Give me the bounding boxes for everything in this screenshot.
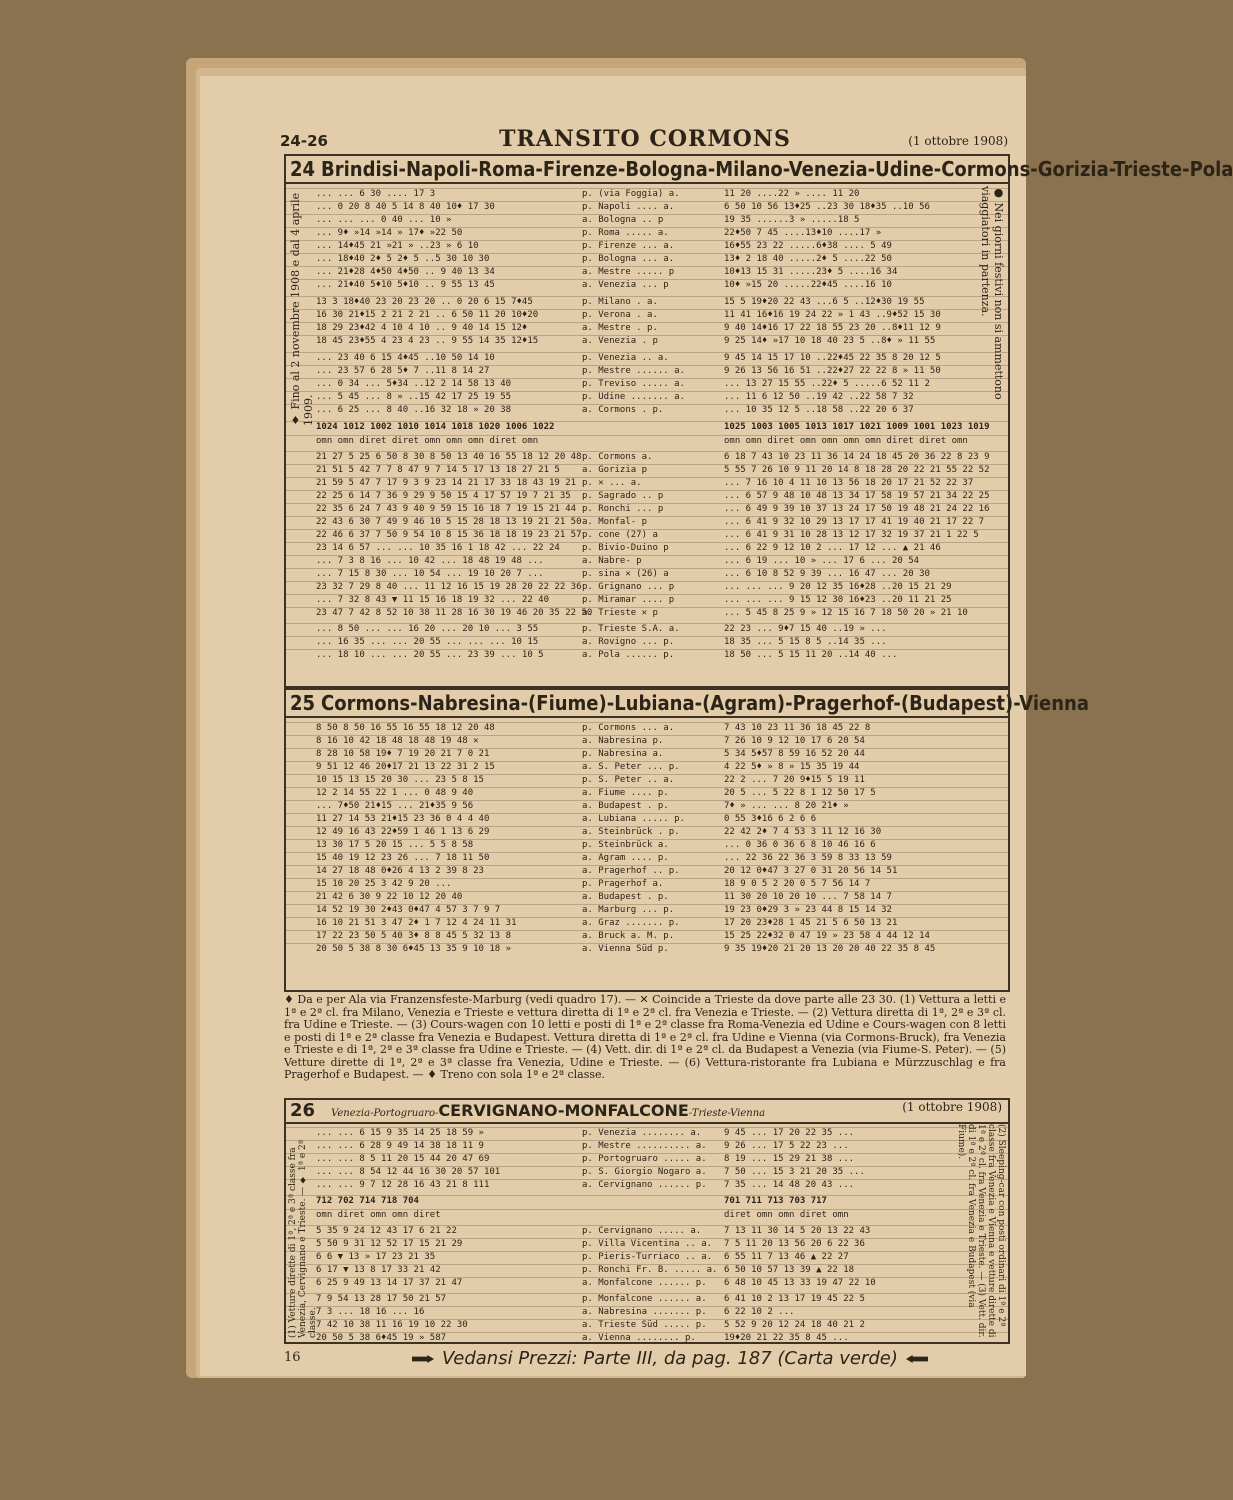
table-row — [286, 722, 1008, 735]
times-cell: ... ... 9 7 12 28 16 43 21 8 111 — [316, 1180, 490, 1190]
times-cell: 13 3 18♦40 23 20 23 20 .. 0 20 6 15 7♦45 — [316, 297, 533, 307]
table-row — [286, 800, 1008, 813]
times-cell: ... 9♦ »14 »14 » 17♦ »22 50 — [316, 228, 463, 238]
section-25 — [284, 688, 1089, 992]
times-cell: 16 10 21 51 3 47 2♦ 1 7 12 4 24 11 31 — [316, 918, 517, 928]
station-name: a. Rovigno ... p. — [582, 637, 675, 647]
times-cell: ... 6 19 ... 10 » ... 17 6 ... 20 54 — [724, 556, 920, 566]
times-cell: 15 40 19 12 23 26 ... 7 18 11 50 — [316, 853, 490, 863]
table-row — [286, 581, 1008, 594]
station-name: a. Vienna ........ p. — [582, 1333, 696, 1343]
times-cell: 6 55 11 7 13 46 ▲ 22 27 — [724, 1252, 849, 1262]
table-row — [286, 826, 1008, 839]
section-26 — [284, 1098, 1010, 1344]
times-cell: ... 6 49 9 39 10 37 13 24 17 50 19 48 21 24 22 16 — [724, 504, 990, 514]
times-cell: 6 6 ▼ 13 » 17 23 21 35 — [316, 1252, 436, 1262]
table-row — [286, 1306, 1008, 1319]
table-row — [286, 735, 1008, 748]
times-cell: 9 40 14♦16 17 22 18 55 23 20 ..8♦11 12 9 — [724, 323, 941, 333]
station-name: p. sina ✕ (26) a — [582, 569, 669, 579]
station-name: p. Sagrado .. p — [582, 491, 664, 501]
station-name: p. Napoli .... a. — [582, 202, 675, 212]
section-26-block-b — [286, 1225, 1008, 1290]
times-cell: 15 5 19♦20 22 43 ...6 5 ..12♦30 19 55 — [724, 297, 925, 307]
station-name: a. Pragerhof .. p. — [582, 866, 680, 876]
table-row — [286, 1332, 1008, 1345]
station-name: a. Budapest . p. — [582, 801, 669, 811]
table-row — [286, 891, 1008, 904]
table-row — [286, 636, 1008, 649]
times-cell: 12 2 14 55 22 1 ... 0 48 9 40 — [316, 788, 474, 798]
times-cell: 0 55 3♦16 6 2 6 6 — [724, 814, 817, 824]
table-row — [286, 322, 1008, 335]
table-row — [286, 1225, 1008, 1238]
times-cell: 7 3 ... 18 16 ... 16 — [316, 1307, 425, 1317]
times-cell: ... 11 6 12 50 ..19 42 ..22 58 7 32 — [724, 392, 914, 402]
table-row — [286, 594, 1008, 607]
times-cell: 7 50 ... 15 3 21 20 35 ... — [724, 1167, 865, 1177]
station-name: p. cone (27) a — [582, 530, 658, 540]
table-row — [286, 188, 1008, 201]
times-cell: 6 25 9 49 13 14 17 37 21 47 — [316, 1278, 463, 1288]
times-cell: 21 51 5 42 7 7 8 47 9 7 14 5 17 13 18 27 21 5 — [316, 465, 560, 475]
times-cell: ... 7 16 10 4 11 10 13 56 18 20 17 21 52 22 37 — [724, 478, 974, 488]
footer-text: Vedansi Prezzi: Parte III, da pag. 187 (Carta verde) — [442, 1348, 898, 1369]
section-24 — [284, 154, 1233, 688]
times-cell: 8 16 10 42 18 48 18 48 19 48 ✕ — [316, 736, 479, 746]
times-cell: 16♦55 23 22 .....6♦38 .... 5 49 — [724, 241, 892, 251]
times-cell: ... 7 32 8 43 ▼ 11 15 16 18 19 32 ... 22 40 — [316, 595, 549, 605]
station-name: p. Ronchi ... p — [582, 504, 664, 514]
station-name: p. Portogruaro ..... a. — [582, 1154, 707, 1164]
station-name: p. Verona . a. — [582, 310, 658, 320]
station-name: p. Cervignano ..... a. — [582, 1226, 702, 1236]
station-name: a. Mestre ..... p — [582, 267, 675, 277]
times-cell: 21 42 6 30 9 22 10 12 20 40 — [316, 892, 463, 902]
timetable-page — [200, 76, 1233, 1376]
times-cell: ... ... ... 9 20 12 35 16♦28 ..20 15 21 29 — [724, 582, 952, 592]
times-cell: ... 21♦28 4♦50 4♦50 .. 9 40 13 34 — [316, 267, 495, 277]
times-cell: ... 5 45 8 25 9 » 12 15 16 7 18 50 20 » 21 10 — [724, 608, 968, 618]
table-row — [286, 378, 1008, 391]
times-cell: ... 6 22 9 12 10 2 ... 17 12 ... ▲ 21 46 — [724, 543, 941, 553]
table-row — [286, 490, 1008, 503]
section-24-title: 24 Brindisi-Napoli-Roma-Firenze-Bologna-Milano-Venezia-Udine-Cormons-Gorizia-Trieste-Pola — [286, 156, 1008, 184]
times-cell: ... 6 57 9 48 10 48 13 34 17 58 19 57 21 34 22 25 — [724, 491, 990, 501]
table-row — [286, 391, 1008, 404]
section-26-left-note: (1) Vetture dirette di 1ª, 2ª e 3ª classe fra Venezia, Cervignano e Trieste. — ♦ 1ª e 2ª classe. — [288, 1139, 318, 1338]
times-cell: 22 2 ... 7 20 9♦15 5 19 11 — [724, 775, 865, 785]
table-row — [286, 1264, 1008, 1277]
station-name: a. Graz ....... p. — [582, 918, 680, 928]
station-name: a. S. Peter ... p. — [582, 762, 680, 772]
times-cell: ... 14♦45 21 »21 » ..23 » 6 10 — [316, 241, 479, 251]
table-row — [286, 787, 1008, 800]
times-cell: 9 51 12 46 20♦17 21 13 22 31 2 15 — [316, 762, 495, 772]
times-cell: 17 20 23♦28 1 45 21 5 6 50 13 21 — [724, 918, 898, 928]
times-cell: 9 45 ... 17 20 22 35 ... — [724, 1128, 855, 1138]
times-cell: 7 9 54 13 28 17 50 21 57 — [316, 1294, 447, 1304]
table-row — [286, 451, 1008, 464]
table-row — [286, 335, 1008, 348]
table-row — [286, 555, 1008, 568]
times-cell: ... 0 34 ... 5♦34 ..12 2 14 58 13 40 — [316, 379, 512, 389]
times-cell: 10 15 13 15 20 30 ... 23 5 8 15 — [316, 775, 484, 785]
times-cell: 9 35 19♦20 21 20 13 20 20 40 22 35 8 45 — [724, 944, 936, 954]
times-cell: 7 42 10 38 11 16 19 10 22 30 — [316, 1320, 468, 1330]
page-number: 24-26 — [280, 132, 328, 150]
table-row — [286, 1251, 1008, 1264]
times-cell: 10♦13 15 31 .....23♦ 5 ....16 34 — [724, 267, 898, 277]
table-row — [286, 774, 1008, 787]
station-name: p. (via Foggia) a. — [582, 189, 680, 199]
times-cell: ... 13 27 15 55 ..22♦ 5 .....6 52 11 2 — [724, 379, 930, 389]
station-name: a. Marburg ... p. — [582, 905, 675, 915]
times-cell: 14 27 18 48 0♦26 4 13 2 39 8 23 — [316, 866, 484, 876]
pointing-hand-icon — [412, 1355, 434, 1363]
station-name: a. Trieste ✕ p — [582, 608, 658, 618]
station-name: p. Firenze ... a. — [582, 241, 675, 251]
table-row — [286, 477, 1008, 490]
section-24-block-a — [286, 188, 1008, 292]
times-cell: 7 35 ... 14 48 20 43 ... — [724, 1180, 855, 1190]
times-cell: 4 22 5♦ » 8 » 15 35 19 44 — [724, 762, 860, 772]
station-name: p. Steinbrück a. — [582, 840, 669, 850]
times-cell: ... ... ... 9 15 12 30 16♦23 ..20 11 21 25 — [724, 595, 952, 605]
station-name: p. Bologna ... a. — [582, 254, 675, 264]
station-name: p. Cormons ... a. — [582, 723, 675, 733]
page-title: TRANSITO CORMONS — [499, 126, 791, 152]
section-25-rows — [286, 722, 1008, 956]
times-cell: ... 6 25 ... 8 40 ..16 32 18 » 20 38 — [316, 405, 512, 415]
table-row — [286, 568, 1008, 581]
times-cell: ... 7 15 8 30 ... 10 54 ... 19 10 20 7 ... — [316, 569, 544, 579]
table-row — [286, 404, 1008, 417]
times-cell: ... ... 6 28 9 49 14 38 18 11 9 — [316, 1141, 484, 1151]
times-cell: 5 52 9 20 12 24 18 40 21 2 — [724, 1320, 865, 1330]
station-name: p. Roma ..... a. — [582, 228, 669, 238]
times-cell: ... 23 57 6 28 5♦ 7 ..11 8 14 27 — [316, 366, 490, 376]
times-cell: 11 27 14 53 21♦15 23 36 0 4 4 40 — [316, 814, 490, 824]
station-name: a. Nabresina p. — [582, 736, 664, 746]
section-26-train-classes: omn diret omn omn diret diret omn omn diret omn — [286, 1209, 1008, 1223]
times-cell: 20 50 5 38 8 30 6♦45 13 35 9 10 18 » — [316, 944, 512, 954]
times-cell: ... 22 36 22 36 3 59 8 33 13 59 — [724, 853, 892, 863]
times-cell: 16 30 21♦15 2 21 2 21 .. 6 50 11 20 10♦20 — [316, 310, 539, 320]
station-name: a. Cervignano ...... p. — [582, 1180, 707, 1190]
times-cell: 18 35 ... 5 15 8 5 ..14 35 ... — [724, 637, 887, 647]
times-cell: ... 18♦40 2♦ 5 2♦ 5 ..5 30 10 30 — [316, 254, 490, 264]
station-name: a. Vienna Süd p. — [582, 944, 669, 954]
times-cell: 7 26 10 9 12 10 17 6 20 54 — [724, 736, 865, 746]
table-row — [286, 748, 1008, 761]
times-cell: 10♦ »15 20 .....22♦45 ....16 10 — [724, 280, 892, 290]
times-cell: 7 13 11 30 14 5 20 13 22 43 — [724, 1226, 871, 1236]
times-cell: ... 8 50 ... ... 16 20 ... 20 10 ... 3 55 — [316, 624, 539, 634]
times-cell: ... ... ... 0 40 ... 10 » — [316, 215, 452, 225]
table-row — [286, 852, 1008, 865]
station-name: a. Bruck a. M. p. — [582, 931, 675, 941]
times-cell: 13♦ 2 18 40 .....2♦ 5 ....22 50 — [724, 254, 892, 264]
times-cell: ... 0 20 8 40 5 14 8 40 10♦ 17 30 — [316, 202, 495, 212]
times-cell: 19 35 ......3 » .....18 5 — [724, 215, 860, 225]
times-cell: 13 30 17 5 20 15 ... 5 5 8 58 — [316, 840, 474, 850]
times-cell: 22 23 ... 9♦7 15 40 ..19 » ... — [724, 624, 887, 634]
times-cell: ... 21♦40 5♦10 5♦10 .. 9 55 13 45 — [316, 280, 495, 290]
times-cell: 22 35 6 24 7 43 9 40 9 59 15 16 18 7 19 15 21 44 — [316, 504, 577, 514]
times-cell: 23 32 7 29 8 40 ... 11 12 16 15 19 28 20 22 22 36 — [316, 582, 582, 592]
table-row — [286, 352, 1008, 365]
page-header — [280, 126, 1008, 154]
station-name: p. Bivio-Duino p — [582, 543, 669, 553]
table-row — [286, 279, 1008, 292]
table-row — [286, 607, 1008, 620]
times-cell: ... 7♦50 21♦15 ... 21♦35 9 56 — [316, 801, 474, 811]
station-name: p. Udine ....... a. — [582, 392, 685, 402]
station-name: p. Pieris-Turriaco .. a. — [582, 1252, 713, 1262]
section-26-right-note: (2) Sleeping-car con posti ordinari di 1ª e 2ª classe fra Venezia e Vienna e vetture dirette di 1ª e 2ª cl. fra Venezia e Trieste. — (3) Vett. dir. di 1ª e 2ª cl. fra Venezia e Budapest (via Fiume). — [956, 1124, 1006, 1338]
times-cell: 6 48 10 45 13 33 19 47 22 10 — [724, 1278, 876, 1288]
table-row — [286, 1140, 1008, 1153]
station-name: p. Trieste S.A. a. — [582, 624, 680, 634]
station-name: p. Nabresina a. — [582, 749, 664, 759]
table-row — [286, 865, 1008, 878]
times-cell: 15 10 20 25 3 42 9 20 ... — [316, 879, 452, 889]
section-24-train-classes: omn omn diret diret omn omn omn diret omn omn omn diret omn omn omn omn diret diret omn — [286, 435, 1008, 449]
station-name: a. Agram .... p. — [582, 853, 669, 863]
times-cell: 5 34 5♦57 8 59 16 52 20 44 — [724, 749, 865, 759]
times-cell: 23 47 7 42 8 52 10 38 11 28 16 30 19 46 20 35 22 50 — [316, 608, 593, 618]
table-row — [286, 266, 1008, 279]
station-name: p. Treviso ..... a. — [582, 379, 685, 389]
times-cell: 20 12 0♦47 3 27 0 31 20 56 14 51 — [724, 866, 898, 876]
times-cell: 7 5 11 20 13 56 20 6 22 36 — [724, 1239, 865, 1249]
times-cell: 7 43 10 23 11 36 18 45 22 8 — [724, 723, 871, 733]
table-row — [286, 529, 1008, 542]
table-row — [286, 309, 1008, 322]
table-row — [286, 1127, 1008, 1140]
times-cell: 11 20 ....22 » .... 11 20 — [724, 189, 860, 199]
section-24-block-d — [286, 451, 1008, 620]
times-cell: 6 41 10 2 13 17 19 45 22 5 — [724, 1294, 865, 1304]
table-row — [286, 464, 1008, 477]
times-cell: 18 50 ... 5 15 11 20 ..14 40 ... — [724, 650, 898, 660]
station-name: a. Venezia ... p — [582, 280, 669, 290]
table-row — [286, 516, 1008, 529]
station-name: a. Bologna .. p — [582, 215, 664, 225]
station-name: p. Mestre ...... a. — [582, 366, 685, 376]
station-name: a. Budapest . p. — [582, 892, 669, 902]
table-row — [286, 1293, 1008, 1306]
times-cell: 8 19 ... 15 29 21 38 ... — [724, 1154, 855, 1164]
times-cell: 20 50 5 38 6♦45 19 » 587 — [316, 1333, 447, 1343]
table-row — [286, 503, 1008, 516]
section-24-block-b — [286, 296, 1008, 348]
section-24-block-c — [286, 352, 1008, 417]
table-row — [286, 904, 1008, 917]
footnotes: ♦ Da e per Ala via Franzensfeste-Marburg (vedi quadro 17). — ✕ Coincide a Trieste da dove parte alle 23 30. (1) Vettura a letti e 1ª e 2ª cl. fra Milano, Venezia e Trieste e vettura diretta di 1ª e 2ª cl. fra Venezia e Trieste. — (2) Vettura diretta di 1ª, 2ª e 3ª cl. fra Udine e Trieste. — (3) Cours-wagen con 10 letti e posti di 1ª e 2ª classe fra Roma-Venezia ed Udine e Cours-wagen con 8 letti e posti di 1ª e 2ª classe fra Venezia e Budapest. Vettura diretta di 1ª e 2ª cl. fra Udine e Vienna (via Cormons-Bruck), fra Venezia e Trieste e di 1ª, 2ª e 3ª classe fra Udine e Trieste. — (4) Vett. dir. di 1ª e 2ª cl. da Budapest a Venezia (via Fiume-S. Peter). — (5) Vetture dirette di 1ª, 2ª e 3ª classe fra Venezia, Udine e Trieste. — (6) Vettura-ristorante fra Lubiana e Mürzzuschlag e fra Pragerhof e Budapest. — ♦ Treno con sola 1ª e 2ª classe. — [284, 993, 1006, 1081]
times-cell: 5 50 9 31 12 52 17 15 21 29 — [316, 1239, 463, 1249]
times-cell: 6 17 ▼ 13 8 17 33 21 42 — [316, 1265, 441, 1275]
station-name: p. Cormons a. — [582, 452, 653, 462]
station-name: p. Milano . a. — [582, 297, 658, 307]
times-cell: 6 18 7 43 10 23 11 36 14 24 18 45 20 36 22 8 23 9 — [724, 452, 990, 462]
station-name: p. S. Giorgio Nogaro a. — [582, 1167, 707, 1177]
times-cell: ... 6 10 8 52 9 39 ... 16 47 ... 20 30 — [724, 569, 930, 579]
station-name: a. Cormons . p. — [582, 405, 664, 415]
pointing-hand-icon — [906, 1355, 928, 1363]
section-24-left-note: ♦ Fino al 2 novembre 1908 e dal 4 aprile 1909. — [289, 192, 315, 426]
times-cell: ... 10 35 12 5 ..18 58 ..22 20 6 37 — [724, 405, 914, 415]
page-date: (1 ottobre 1908) — [908, 134, 1008, 148]
times-cell: 22 43 6 30 7 49 9 46 10 5 15 28 18 13 19 21 21 50 — [316, 517, 582, 527]
times-cell: ... 16 35 ... ... 20 55 ... ... ... 10 15 — [316, 637, 539, 647]
section-26-train-numbers: 712 702 714 718 704 701 711 713 703 717 — [286, 1195, 1008, 1209]
station-name: a. Monfal- p — [582, 517, 648, 527]
times-cell: 19♦20 21 22 35 8 45 ... — [724, 1333, 849, 1343]
table-row — [286, 227, 1008, 240]
times-cell: 11 30 20 10 20 10 ... 7 58 14 7 — [724, 892, 892, 902]
times-cell: ... 6 41 9 32 10 29 13 17 17 41 19 40 21 17 22 7 — [724, 517, 985, 527]
section-26-block-c — [286, 1293, 1008, 1345]
station-name: a. Pola ...... p. — [582, 650, 675, 660]
times-cell: 12 49 16 43 22♦59 1 46 1 13 6 29 — [316, 827, 490, 837]
station-name: a. Venezia . p — [582, 336, 658, 346]
station-name: p. Miramar .... p — [582, 595, 675, 605]
times-cell: 23 14 6 57 ... ... 10 35 16 1 18 42 ... 22 24 — [316, 543, 560, 553]
times-cell: 22 42 2♦ 7 4 53 3 11 12 16 30 — [724, 827, 882, 837]
footer-page-number: 16 — [284, 1350, 301, 1365]
station-name: p. Ronchi Fr. B. ..... a. — [582, 1265, 718, 1275]
times-cell: ... 5 45 ... 8 » ..15 42 17 25 19 55 — [316, 392, 512, 402]
times-cell: 22♦50 7 45 ....13♦10 ....17 » — [724, 228, 882, 238]
table-row — [286, 813, 1008, 826]
table-row — [286, 365, 1008, 378]
times-cell: 5 35 9 24 12 43 17 6 21 22 — [316, 1226, 457, 1236]
times-cell: 6 50 10 56 13♦25 ..23 30 18♦35 ..10 56 — [724, 202, 930, 212]
station-name: a. Fiume .... p. — [582, 788, 669, 798]
times-cell: 22 46 6 37 7 50 9 54 10 8 15 36 18 18 19 23 21 57 — [316, 530, 582, 540]
table-row — [286, 296, 1008, 309]
station-name: p. Monfalcone ...... a. — [582, 1294, 707, 1304]
times-cell: 15 25 22♦32 0 47 19 » 23 58 4 44 12 14 — [724, 931, 930, 941]
times-cell: ... 7 3 8 16 ... 10 42 ... 18 48 19 48 ... — [316, 556, 544, 566]
times-cell: ... 23 40 6 15 4♦45 ..10 50 14 10 — [316, 353, 495, 363]
times-cell: ... 0 36 0 36 6 8 10 46 16 6 — [724, 840, 876, 850]
times-cell: ... ... 6 30 .... 17 3 — [316, 189, 436, 199]
table-row — [286, 623, 1008, 636]
times-cell: 8 28 10 58 19♦ 7 19 20 21 7 0 21 — [316, 749, 490, 759]
table-row — [286, 1277, 1008, 1290]
table-row — [286, 761, 1008, 774]
station-name: a. Trieste Süd ..... p. — [582, 1320, 707, 1330]
table-row — [286, 1153, 1008, 1166]
table-row — [286, 253, 1008, 266]
times-cell: ... ... 8 54 12 44 16 30 20 57 101 — [316, 1167, 501, 1177]
times-cell: ... 18 10 ... ... 20 55 ... 23 39 ... 10 5 — [316, 650, 544, 660]
times-cell: ... 6 41 9 31 10 28 13 12 17 32 19 37 21 1 22 5 — [724, 530, 979, 540]
station-name: p. ✕ ... a. — [582, 478, 642, 488]
times-cell: 9 25 14♦ »17 10 18 40 23 5 ..8♦ » 11 55 — [724, 336, 936, 346]
section-25-title: 25 Cormons-Nabresina-(Fiume)-Lubiana-(Agram)-Pragerhof-(Budapest)-Vienna — [286, 690, 1008, 718]
times-cell: 17 22 23 50 5 40 3♦ 8 8 45 5 32 13 8 — [316, 931, 512, 941]
table-row — [286, 201, 1008, 214]
station-name: a. Lubiana ..... p. — [582, 814, 685, 824]
table-row — [286, 542, 1008, 555]
station-name: a. Nabre- p — [582, 556, 642, 566]
times-cell: ... ... 8 5 11 20 15 44 20 47 69 — [316, 1154, 490, 1164]
times-cell: 18 45 23♦55 4 23 4 23 .. 9 55 14 35 12♦15 — [316, 336, 539, 346]
times-cell: 6 22 10 2 ... — [724, 1307, 795, 1317]
table-row — [286, 1179, 1008, 1192]
table-row — [286, 649, 1008, 662]
times-cell: 9 45 14 15 17 10 ..22♦45 22 35 8 20 12 5 — [724, 353, 941, 363]
times-cell: 14 52 19 30 2♦43 0♦47 4 57 3 7 9 7 — [316, 905, 501, 915]
table-row — [286, 943, 1008, 956]
station-name: p. Grignano ... p — [582, 582, 675, 592]
table-row — [286, 1166, 1008, 1179]
times-cell: 18 29 23♦42 4 10 4 10 .. 9 40 14 15 12♦ — [316, 323, 528, 333]
table-row — [286, 214, 1008, 227]
table-row — [286, 1238, 1008, 1251]
table-row — [286, 839, 1008, 852]
page-footer — [284, 1348, 1006, 1368]
times-cell: 9 26 13 56 16 51 ..22♦27 22 22 8 » 11 50 — [724, 366, 941, 376]
station-name: p. Pragerhof a. — [582, 879, 664, 889]
station-name: a. Monfalcone ...... p. — [582, 1278, 707, 1288]
times-cell: 20 5 ... 5 22 8 1 12 50 17 5 — [724, 788, 876, 798]
section-24-right-note: ● Nei giorni festivi non si ammettono viaggiatori in partenza. — [979, 186, 1005, 400]
station-name: a. Mestre . p. — [582, 323, 658, 333]
section-26-block-a — [286, 1127, 1008, 1192]
times-cell: 9 26 ... 17 5 22 23 ... — [724, 1141, 849, 1151]
times-cell: 21 27 5 25 6 50 8 30 8 50 13 40 16 55 18 12 20 48 — [316, 452, 582, 462]
times-cell: 5 55 7 26 10 9 11 20 14 8 18 28 20 22 21 55 22 52 — [724, 465, 990, 475]
station-name: p. Venezia .. a. — [582, 353, 669, 363]
station-name: a. Gorizia p — [582, 465, 648, 475]
section-26-title: 26 Venezia-Portogruaro-CERVIGNANO-MONFALCONE-Trieste-Vienna (1 ottobre 1908) — [286, 1100, 1008, 1124]
times-cell: 8 50 8 50 16 55 16 55 18 12 20 48 — [316, 723, 495, 733]
times-cell: 7♦ » ... ... 8 20 21♦ » — [724, 801, 849, 811]
times-cell: 11 41 16♦16 19 24 22 » 1 43 ..9♦52 15 30 — [724, 310, 941, 320]
table-row — [286, 878, 1008, 891]
section-24-train-numbers: 1024 1012 1002 1010 1014 1018 1020 1006 1022 1025 1003 1005 1013 1017 1021 1009 1001 1023 1019 — [286, 421, 1008, 435]
times-cell: 18 9 0 5 2 20 0 5 7 56 14 7 — [724, 879, 871, 889]
times-cell: 19 23 0♦29 3 » 23 44 8 15 14 32 — [724, 905, 892, 915]
table-row — [286, 917, 1008, 930]
table-row — [286, 240, 1008, 253]
times-cell: 21 59 5 47 7 17 9 3 9 23 14 21 17 33 18 43 19 21 — [316, 478, 577, 488]
times-cell: ... ... 6 15 9 35 14 25 18 59 » — [316, 1128, 484, 1138]
table-row — [286, 1319, 1008, 1332]
station-name: p. Venezia ........ a. — [582, 1128, 702, 1138]
table-row — [286, 930, 1008, 943]
station-name: p. Villa Vicentina .. a. — [582, 1239, 713, 1249]
station-name: a. Nabresina ....... p. — [582, 1307, 707, 1317]
station-name: a. Steinbrück . p. — [582, 827, 680, 837]
section-24-block-e — [286, 623, 1008, 662]
times-cell: 6 50 10 57 13 39 ▲ 22 18 — [724, 1265, 855, 1275]
station-name: p. S. Peter .. a. — [582, 775, 675, 785]
times-cell: 22 25 6 14 7 36 9 29 9 50 15 4 17 57 19 7 21 35 — [316, 491, 571, 501]
station-name: p. Mestre .......... a. — [582, 1141, 707, 1151]
